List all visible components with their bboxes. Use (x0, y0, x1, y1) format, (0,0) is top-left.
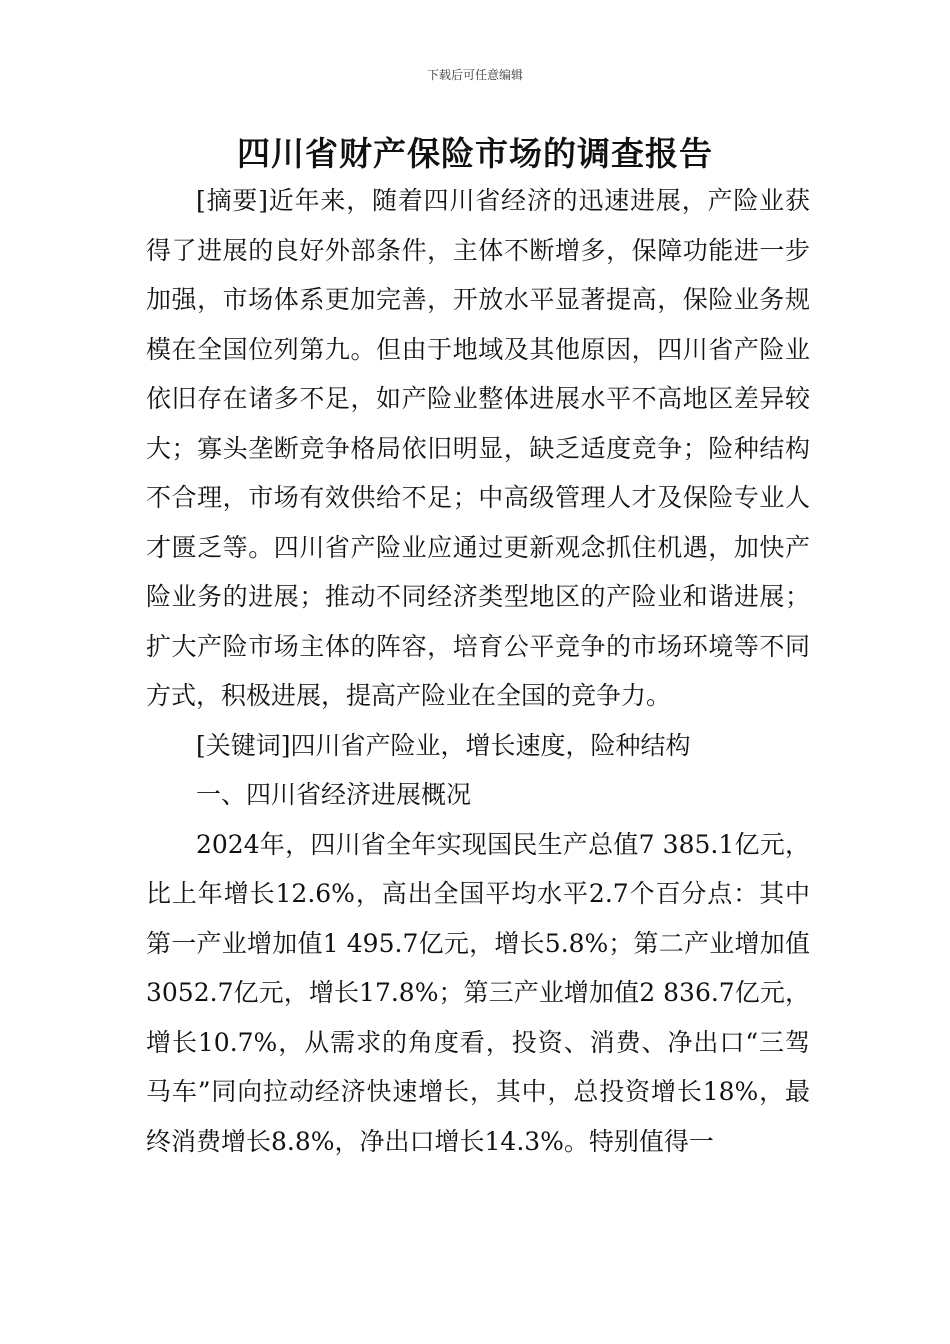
body-paragraph: 2024年，四川省全年实现国民生产总值7 385.1亿元，比上年增长12.6%，高出全国平均水平2.7个百分点：其中第一产业增加值1 495.7亿元，增长5.8%；第二产业增加值3052.7亿元，增长17.8%；第三产业增加值2 836.7亿元，增长10.7%，从需求的角度看，投资、消费、净出口“三驾马车”同向拉动经济快速增长，其中，总投资增长18%，最终消费增长8.8%，净出口增长14.3%。特别值得一 (146, 829, 810, 1156)
header-note: 下载后可任意编辑 (426, 68, 523, 82)
section-heading: 一、四川省经济进展概况 (196, 780, 472, 809)
abstract-paragraph: [摘要]近年来，随着四川省经济的迅速进展，产险业获得了进展的良好外部条件，主体不断增多，保障功能进一步加强，市场体系更加完善，开放水平显著提高，保险业务规模在全国位列第九。但由于地域及其他原因，四川省产险业依旧存在诸多不足，如产险业整体进展水平不高地区差异较大；寡头垄断竞争格局依旧明显，缺乏适度竞争；险种结构不合理，市场有效供给不足；中高级管理人才及保险专业人才匮乏等。四川省产险业应通过更新观念抓住机遇，加快产险业务的进展；推动不同经济类型地区的产险业和谐进展；扩大产险市场主体的阵容，培育公平竞争的市场环境等不同方式，积极进展，提高产险业在全国的竞争力。 (146, 186, 810, 710)
document-body (146, 176, 810, 1166)
document-title: 四川省财产保险市场的调查报告 (237, 134, 713, 173)
keywords-paragraph: [关键词]四川省产险业，增长速度，险种结构 (196, 730, 691, 760)
